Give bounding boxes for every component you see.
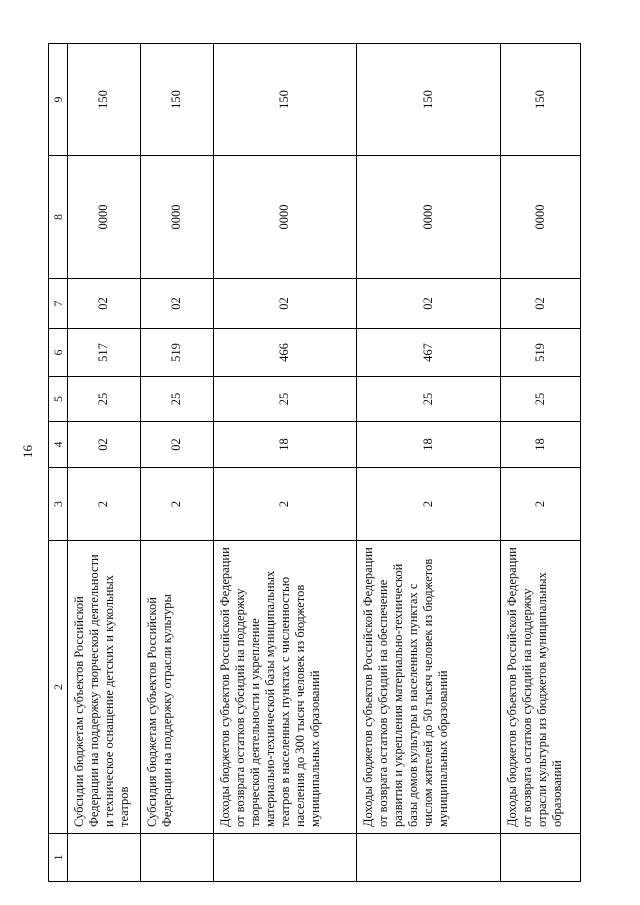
code-cell-6: 466 — [213, 329, 357, 377]
code-cell-6: 467 — [357, 329, 501, 377]
code-cell-3: 2 — [213, 468, 357, 541]
code-cell-5: 25 — [357, 377, 501, 422]
code-cell-3: 2 — [68, 468, 141, 541]
table-row — [68, 44, 141, 882]
code-cell-8: 0000 — [140, 156, 213, 279]
header-col-2: 2 — [49, 541, 68, 834]
code-cell-7: 02 — [140, 279, 213, 329]
code-cell-8: 0000 — [357, 156, 501, 279]
header-col-9: 9 — [49, 44, 68, 156]
code-cell-3: 2 — [357, 468, 501, 541]
code-cell-3: 2 — [140, 468, 213, 541]
table-row — [140, 44, 213, 882]
code-cell-7: 02 — [213, 279, 357, 329]
table-row — [500, 44, 580, 882]
header-col-8: 8 — [49, 156, 68, 279]
row-index-cell — [140, 834, 213, 882]
row-index-cell — [500, 834, 580, 882]
code-cell-8: 0000 — [500, 156, 580, 279]
page-number: 16 — [20, 445, 35, 459]
code-cell-5: 25 — [213, 377, 357, 422]
code-cell-6: 517 — [68, 329, 141, 377]
code-cell-8: 0000 — [213, 156, 357, 279]
code-cell-8: 0000 — [68, 156, 141, 279]
header-col-7: 7 — [49, 279, 68, 329]
row-name-cell: Доходы бюджетов субъектов Российской Федерации от возврата остатков субсидий на поддержку отрасли культуры из бюджетов муниципальных образований — [500, 541, 580, 834]
row-name-cell: Доходы бюджетов субъектов Российской Федерации от возврата остатков субсидий на обеспечение развития и укрепления материально-технической базы домов культуры в населенных пунктах с числом жителей до 50 тысяч человек из бюджетов муниципальных образований — [357, 541, 501, 834]
budget-classification-table — [48, 43, 581, 882]
code-cell-9: 150 — [213, 44, 357, 156]
row-index-cell — [68, 834, 141, 882]
code-cell-4: 18 — [213, 422, 357, 468]
header-col-5: 5 — [49, 377, 68, 422]
row-index-cell — [213, 834, 357, 882]
code-cell-9: 150 — [357, 44, 501, 156]
code-cell-4: 18 — [500, 422, 580, 468]
code-cell-9: 150 — [140, 44, 213, 156]
code-cell-5: 25 — [140, 377, 213, 422]
header-col-4: 4 — [49, 422, 68, 468]
code-cell-9: 150 — [68, 44, 141, 156]
code-cell-6: 519 — [500, 329, 580, 377]
header-col-6: 6 — [49, 329, 68, 377]
rotated-table-container — [48, 44, 581, 882]
row-name-cell: Доходы бюджетов субъектов Российской Федерации от возврата остатков субсидий на поддержку творческой деятельности и укрепление материально-технической базы муниципальных театров в населенных пунктах с численностью населения до 300 тысяч человек из бюджетов муниципальных образований — [213, 541, 357, 834]
table-row — [357, 44, 501, 882]
table-row — [213, 44, 357, 882]
code-cell-6: 519 — [140, 329, 213, 377]
code-cell-4: 02 — [68, 422, 141, 468]
row-name-cell: Субсидии бюджетам субъектов Российской Федерации на поддержку творческой деятельности и техническое оснащение детских и кукольных театров — [68, 541, 141, 834]
code-cell-7: 02 — [357, 279, 501, 329]
code-cell-5: 25 — [68, 377, 141, 422]
header-col-1: 1 — [49, 834, 68, 882]
row-index-cell — [357, 834, 501, 882]
code-cell-3: 2 — [500, 468, 580, 541]
code-cell-7: 02 — [68, 279, 141, 329]
header-row — [49, 44, 68, 882]
code-cell-4: 18 — [357, 422, 501, 468]
row-name-cell: Субсидия бюджетам субъектов Российской Федерации на поддержку отрасли культуры — [140, 541, 213, 834]
header-col-3: 3 — [49, 468, 68, 541]
code-cell-9: 150 — [500, 44, 580, 156]
code-cell-4: 02 — [140, 422, 213, 468]
code-cell-5: 25 — [500, 377, 580, 422]
code-cell-7: 02 — [500, 279, 580, 329]
